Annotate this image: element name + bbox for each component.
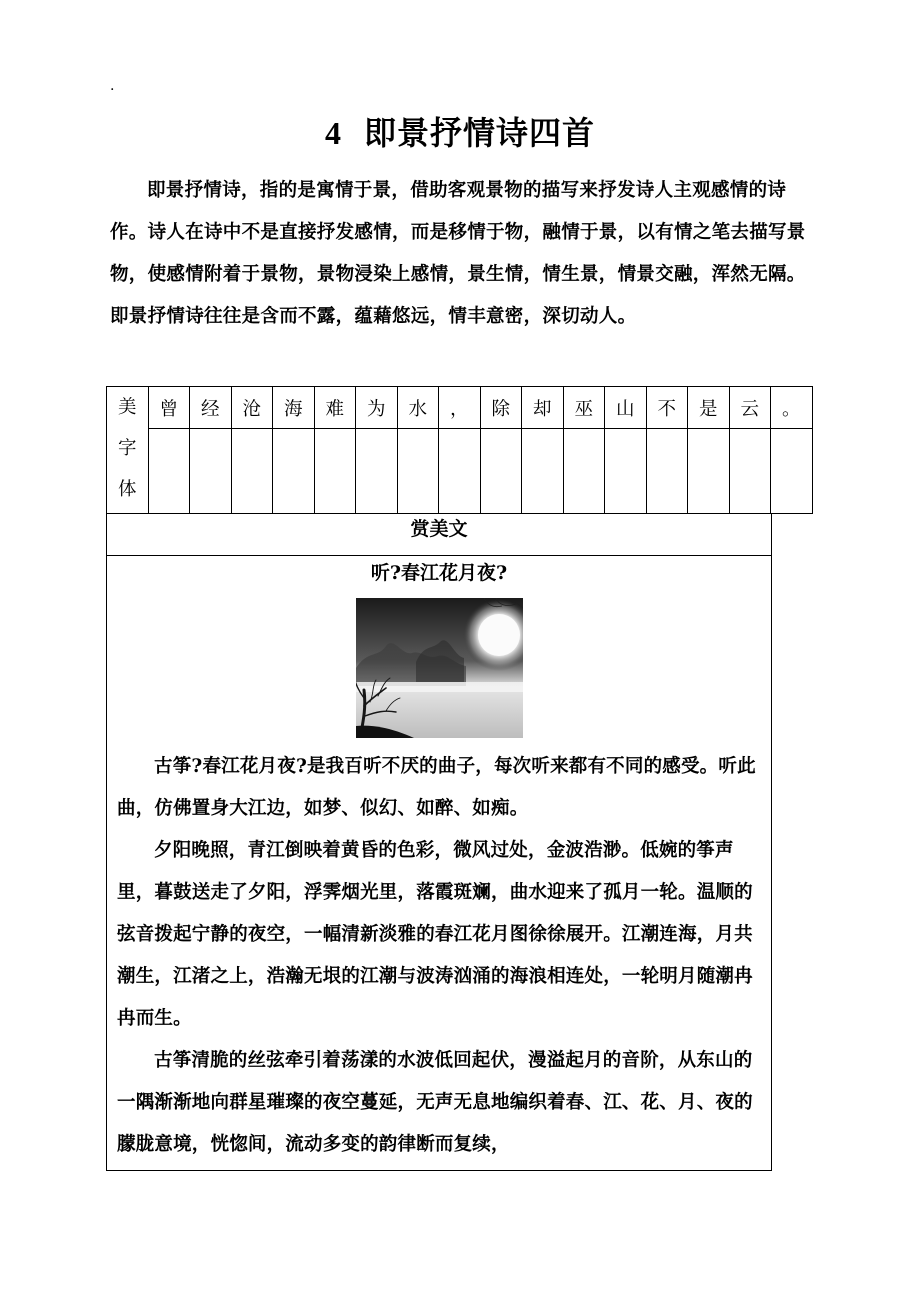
char-cell: 难 [314, 387, 356, 429]
practice-cell[interactable] [563, 429, 605, 514]
practice-cell[interactable] [231, 429, 273, 514]
practice-cell[interactable] [771, 429, 813, 514]
corner-mark: . [110, 78, 115, 94]
char-cell: 不 [646, 387, 688, 429]
char-cell: 经 [190, 387, 232, 429]
label-char: 美 [117, 397, 137, 418]
page-title [0, 108, 920, 154]
title-text: 即景抒情诗四首 [363, 115, 595, 151]
label-cell [107, 387, 149, 514]
practice-cell[interactable] [190, 429, 232, 514]
practice-cell[interactable] [522, 429, 564, 514]
char-cell: 沧 [231, 387, 273, 429]
char-cell: 云 [729, 387, 771, 429]
practice-cell[interactable] [148, 429, 190, 514]
char-cell: 海 [273, 387, 315, 429]
label-char: 字 [117, 438, 137, 459]
practice-cell[interactable] [397, 429, 439, 514]
calligraphy-copy-table [106, 386, 813, 514]
title-number: 4 [324, 115, 342, 151]
char-cell: 曾 [148, 387, 190, 429]
char-cell: 却 [522, 387, 564, 429]
practice-cell[interactable] [356, 429, 398, 514]
char-cell: 为 [356, 387, 398, 429]
char-cell: 巫 [563, 387, 605, 429]
appreciation-box [106, 514, 772, 1171]
essay-paragraph: 古筝?春江花月夜?是我百听不厌的曲子，每次听来都有不同的感受。听此曲，仿佛置身大江边，如梦、似幻、如醉、如痴。 [117, 756, 756, 819]
intro-paragraph: 即景抒情诗，指的是寓情于景，借助客观景物的描写来抒发诗人主观感情的诗作。诗人在诗中不是直接抒发感情，而是移情于物，融情于景，以有情之笔去描写景物，使感情附着于景物，景物浸染上感情，景生情，情生景，情景交融，浑然无隔。即景抒情诗往往是含而不露，蕴藉悠远，情丰意密，深切动人。 [110, 180, 806, 327]
char-cell: 水 [397, 387, 439, 429]
practice-cell[interactable] [605, 429, 647, 514]
appreciation-header: 赏美文 [107, 514, 771, 556]
practice-cell[interactable] [314, 429, 356, 514]
practice-cell[interactable] [729, 429, 771, 514]
char-cell: 除 [480, 387, 522, 429]
practice-cell[interactable] [273, 429, 315, 514]
char-cell: 。 [771, 387, 813, 429]
practice-cell[interactable] [480, 429, 522, 514]
char-cell: 是 [688, 387, 730, 429]
char-cell: ， [439, 387, 481, 429]
label-char: 体 [117, 479, 137, 500]
practice-cell[interactable] [439, 429, 481, 514]
practice-cell[interactable] [688, 429, 730, 514]
moonlit-river-image [356, 598, 523, 738]
essay-paragraph: 古筝清脆的丝弦牵引着荡漾的水波低回起伏，漫溢起月的音阶，从东山的一隅渐渐地向群星璀璨的夜空蔓延，无声无息地编织着春、江、花、月、夜的朦胧意境，恍惚间，流动多变的韵律断而复续， [117, 1050, 753, 1155]
essay-title: 听?春江花月夜? [370, 562, 508, 584]
essay-body [117, 746, 757, 1166]
char-cell: 山 [605, 387, 647, 429]
practice-cell[interactable] [646, 429, 688, 514]
essay-paragraph: 夕阳晚照，青江倒映着黄昏的色彩，微风过处，金波浩渺。低婉的筝声里，暮鼓送走了夕阳，浮霁烟光里，落霞斑斓，曲水迎来了孤月一轮。温顺的弦音拨起宁静的夜空，一幅清新淡雅的春江花月图徐徐展开。江潮连海，月共潮生，江渚之上，浩瀚无垠的江潮与波涛汹涌的海浪相连处，一轮明月随潮冉冉而生。 [117, 840, 753, 1029]
